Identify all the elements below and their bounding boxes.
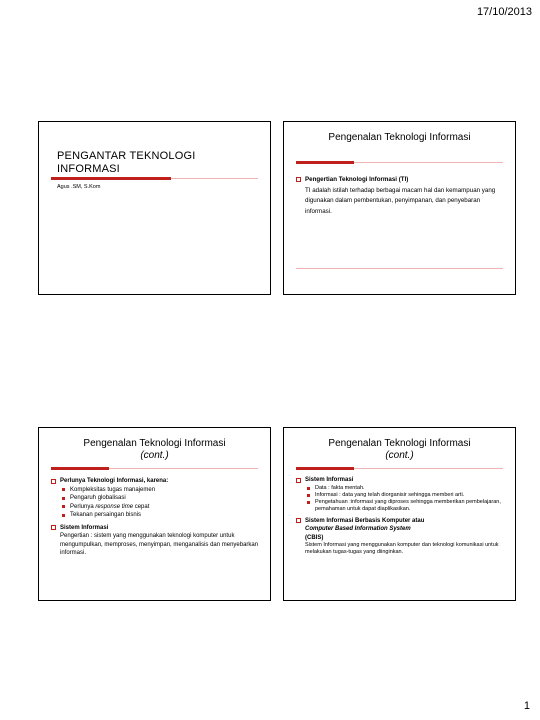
filled-square-bullet-icon bbox=[62, 514, 65, 517]
sub-bullet-item bbox=[51, 494, 260, 503]
filled-square-bullet-icon bbox=[307, 494, 310, 497]
bullet-item bbox=[296, 517, 505, 543]
hollow-square-bullet-icon bbox=[51, 525, 56, 530]
bullet-heading bbox=[305, 517, 424, 543]
slide-title-cont: (cont.) bbox=[385, 450, 414, 461]
slide-title-cont: (cont.) bbox=[140, 450, 169, 461]
sub-bullet-item bbox=[51, 503, 260, 512]
slide-1 bbox=[38, 121, 271, 295]
sub-bullet-text-italic: response time bbox=[95, 503, 134, 510]
bullet-item bbox=[51, 524, 260, 533]
bullet-item bbox=[296, 476, 505, 485]
slide-title bbox=[284, 438, 515, 462]
hollow-square-bullet-icon bbox=[296, 177, 301, 182]
sub-bullet-item bbox=[296, 485, 505, 492]
sub-bullet-item bbox=[296, 492, 505, 499]
sub-bullet-text: Informasi : data yang telah diorganisir sehingga memberi arti. bbox=[315, 491, 465, 498]
slide-title bbox=[39, 438, 270, 462]
accent-bar bbox=[51, 177, 171, 180]
accent-bar bbox=[51, 467, 109, 470]
sub-bullet-text bbox=[70, 503, 149, 512]
bullet-text: TI adalah istilah terhadap berbagai macam hal dan kemampuan yang digunakan dalam pembentukan, penyimpanan, dan penyebaran informasi. bbox=[305, 186, 496, 215]
slide-body bbox=[51, 477, 260, 558]
slide-4 bbox=[283, 427, 516, 601]
slide-title-text: Pengenalan Teknologi Informasi bbox=[83, 438, 226, 449]
slide-body bbox=[296, 476, 505, 556]
accent-bar bbox=[296, 161, 354, 164]
hollow-square-bullet-icon bbox=[51, 479, 56, 484]
slide-2 bbox=[283, 121, 516, 295]
print-date: 17/10/2013 bbox=[476, 6, 532, 18]
hollow-square-bullet-icon bbox=[296, 478, 301, 483]
bullet-item bbox=[51, 477, 260, 486]
filled-square-bullet-icon bbox=[62, 488, 65, 491]
sub-bullet-text-post: cepat bbox=[134, 503, 150, 510]
bullet-heading: Sistem Informasi bbox=[60, 524, 109, 531]
sub-bullet-text: Tekanan persaingan bisnis bbox=[70, 512, 142, 518]
bullet-heading: Perlunya Teknologi Informasi, karena: bbox=[60, 478, 169, 484]
bullet-heading: Sistem Informasi bbox=[305, 477, 354, 483]
slide-body bbox=[296, 175, 505, 217]
slide-title-text: Pengenalan Teknologi Informasi bbox=[328, 438, 471, 449]
sub-bullet-text: Kompleksitas tugas manajemen bbox=[70, 486, 156, 493]
bottom-divider-line bbox=[296, 268, 503, 269]
accent-bar bbox=[296, 467, 354, 470]
sub-bullet-text: Pengetahuan :informasi yang diproses sehingga memberikan pembelajaran, pemahaman untuk dapat diaplikasikan. bbox=[315, 498, 501, 512]
filled-square-bullet-icon bbox=[62, 505, 65, 508]
bullet-text: Sistem Informasi yang menggunakan komputer dan teknologi komunikasi untuk melakukan tugas-tugas yang diinginkan. bbox=[305, 542, 499, 555]
slide-title: PENGANTAR TEKNOLOGI INFORMASI bbox=[57, 150, 196, 175]
hollow-square-bullet-icon bbox=[296, 518, 301, 523]
page-number: 1 bbox=[523, 700, 530, 712]
bullet-text: Pengertian : sistem yang menggunakan teknologi komputer untuk mengumpulkan, memproses, menyimpan, menganalisis dan menyebarkan informasi. bbox=[60, 533, 259, 556]
bullet-heading-abbr: (CBIS) bbox=[305, 534, 324, 541]
bullet-item bbox=[296, 175, 505, 186]
sub-bullet-item bbox=[51, 486, 260, 495]
sub-bullet-text-pre: Perlunya bbox=[70, 503, 94, 510]
filled-square-bullet-icon bbox=[307, 487, 310, 490]
bullet-heading-italic: Computer Based Information System bbox=[305, 526, 411, 532]
bullet-heading: Pengertian Teknologi Informasi (TI) bbox=[305, 176, 409, 183]
slide-3 bbox=[38, 427, 271, 601]
sub-bullet-text: Data : fakta mentah. bbox=[315, 484, 365, 491]
sub-bullet-item bbox=[51, 511, 260, 520]
sub-bullet-text: Pengaruh globalisasi bbox=[70, 495, 126, 501]
author-name: Agus .SM, S.Kom bbox=[57, 184, 101, 190]
slide-title: Pengenalan Teknologi Informasi bbox=[328, 132, 471, 143]
filled-square-bullet-icon bbox=[307, 501, 310, 504]
filled-square-bullet-icon bbox=[62, 497, 65, 500]
sub-bullet-item bbox=[296, 499, 505, 513]
bullet-heading-text: Sistem Informasi Berbasis Komputer atau bbox=[305, 517, 425, 524]
